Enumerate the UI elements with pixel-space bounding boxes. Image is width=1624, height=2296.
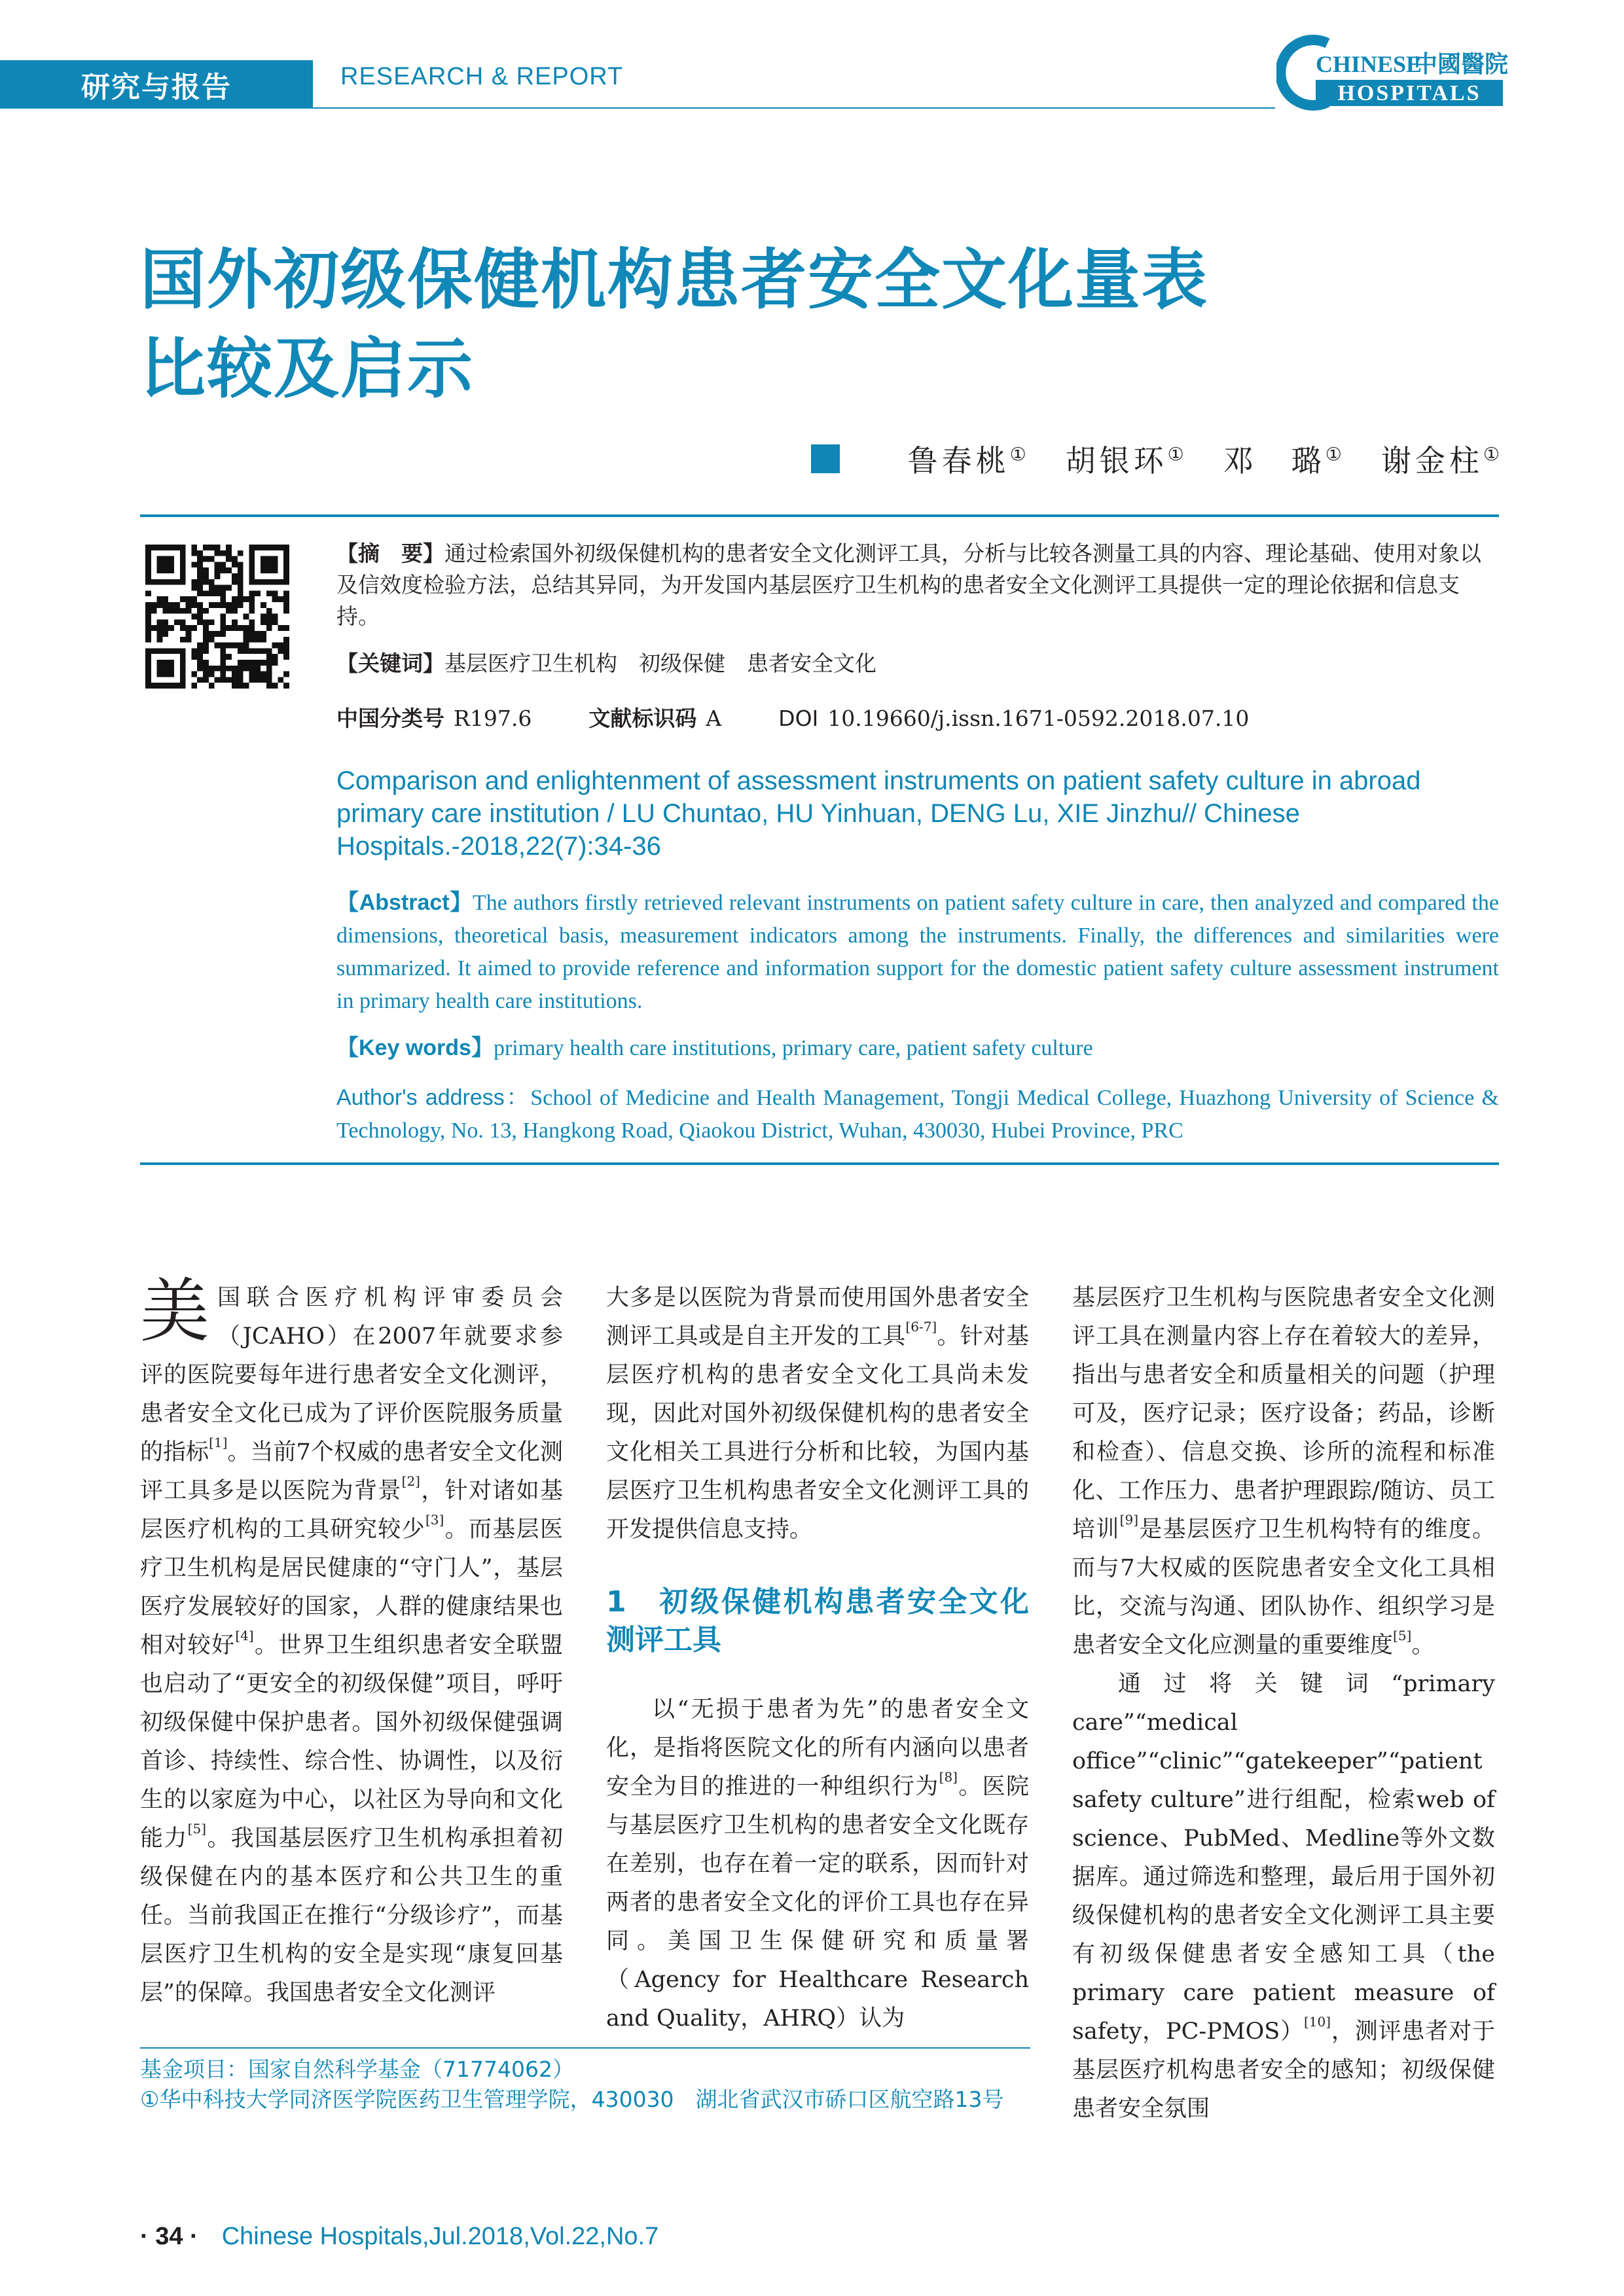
paragraph: 以“无损于患者为先”的患者安全文化，是指将医院文化的所有内涵向以患者安全为目的推进的一种组织行为[8]。医院与基层医疗卫生机构的患者安全文化既存在差别，也存在着一定的联系，因而针对两者的患者安全文化的评价工具也存在异同。美国卫生保健研究和质量署（Agency for Healthcare Research and Quality，AHRQ）认为 [606, 1696, 1029, 2032]
affiliation-note: ①华中科技大学同济医学院医药卫生管理学院，430030 湖北省武汉市硚口区航空路13号 [140, 2087, 1004, 2112]
keywords-en-label: 【Key words】 [336, 1035, 494, 1060]
qr-code-icon [145, 545, 289, 689]
doi-value: 10.19660/j.issn.1671-0592.2018.07.10 [827, 706, 1250, 731]
clc-value: R197.6 [454, 706, 532, 731]
section-en: RESEARCH & REPORT [340, 63, 624, 90]
paragraph: 通过将关键词“primary care”“medical office”“clinic”“gatekeeper”“patient safety culture”进行组配，检索web of science、PubMed、Medline等外文数据库。通过筛选和整理，最后用于国外初级保健机构的患者安全文化测评工具主要有初级保健患者安全感知工具（the primary care patient measure of safety，PC-PMOS）[10]，测评患者对于基层医疗机构患者安全的感知；初级保健患者安全氛围 [1072, 1671, 1495, 2122]
abstract-cn [336, 538, 1499, 632]
citation: [5] [187, 1821, 207, 1837]
author-list [811, 437, 1500, 480]
paragraph: 基层医疗卫生机构与医院患者安全文化测评工具在测量内容上存在着较大的差异，指出与患者安全和质量相关的问题（护理可及，医疗记录；医疗设备；药品，诊断和检查）、信息交换、诊所的流程和标准化、工作压力、患者护理跟踪/随访、员工培训[9]是基层医疗卫生机构特有的维度。而与7大权威的医院患者安全文化工具相比，交流与沟通、团队协作、组织学习是患者安全文化应测量的重要维度[5]。 [1072, 1285, 1495, 1659]
fund-note: 基金项目：国家自然科学基金（71774062） [140, 2056, 574, 2082]
address-text: ：School of Medicine and Health Management, Tongji Medical College, Huazhong University of Science & Technology, No. 13, Hangkong Road, Qiaokou District, Wuhan, 430030, Hubei Province, PRC [336, 1086, 1500, 1143]
author: 邓 璐① [1223, 443, 1342, 478]
citation: [1] [209, 1435, 228, 1450]
author: 胡银环① [1065, 443, 1184, 478]
keywords-cn [336, 648, 1499, 679]
article-title [140, 236, 1515, 414]
citation: [9] [1119, 1512, 1139, 1528]
logo-cn: 中國醫院 [1414, 51, 1509, 78]
section-heading: 1 初级保健机构患者安全文化测评工具 [606, 1585, 1029, 1657]
citation: [6-7] [905, 1319, 937, 1335]
drop-cap: 美 [140, 1271, 209, 1352]
citation: [5] [1393, 1628, 1412, 1643]
square-bullet-icon [811, 444, 840, 473]
footnote-rule [140, 2047, 1030, 2049]
page-footer [140, 2223, 659, 2251]
journal-logo [1276, 34, 1512, 111]
doi-label: DOI [778, 706, 819, 731]
logo-en: CHINESE [1316, 51, 1422, 77]
body-column-3 [1072, 1279, 1495, 2128]
keywords-cn-text: 基层医疗卫生机构 初级保健 患者安全文化 [444, 651, 876, 676]
title-line-1: 国外初级保健机构患者安全文化量表 [140, 242, 1208, 318]
abstract-cn-text: 通过检索国外初级保健机构的患者安全文化测评工具，分析与比较各测量工具的内容、理论基础、使用对象以及信效度检验方法，总结其异同，为开发国内基层医疗卫生机构的患者安全文化测评工具提供一定的理论依据和信息支持。 [336, 541, 1481, 629]
author-address [336, 1081, 1499, 1147]
abstract-en [336, 886, 1499, 1018]
abstract-en-text: The authors firstly retrieved relevant instruments on patient safety culture in care, then analyzed and compared the dimensions, theoretical basis, measurement indicators among the instruments. Finally, the differences and similarities were summarized. It aimed to provide reference and information support for the domestic patient safety culture assessment instrument in primary health care institutions. [336, 891, 1499, 1013]
english-title: Comparison and enlightenment of assessment instruments on patient safety culture in abroad primary care institution / LU Chuntao, HU Yinhuan, DENG Lu, XIE Jinzhu// Chinese Hospitals.-2018,22(7):34-36 [336, 766, 1421, 861]
citation: [3] [425, 1512, 444, 1528]
abstract-top-rule [140, 514, 1499, 517]
section-tab [0, 60, 313, 109]
abstract-bottom-rule [140, 1162, 1499, 1165]
journal-citation: Chinese Hospitals,Jul.2018,Vol.22,No.7 [221, 2223, 659, 2250]
keywords-en [336, 1031, 1499, 1065]
classification-line [336, 702, 1249, 732]
address-label: Author's address [336, 1085, 505, 1110]
citation: [2] [401, 1473, 420, 1489]
logo-sub: HOSPITALS [1337, 81, 1481, 105]
paragraph: 美国联合医疗机构评审委员会（JCAHO）在2007年就要求参评的医院要每年进行患者安全文化测评，患者安全文化已成为了评价医院服务质量的指标[1]。当前7个权威的患者安全文化测评工具多是以医院为背景[2]，针对诸如基层医疗机构的工具研究较少[3]。而基层医疗卫生机构是居民健康的“守门人”，基层医疗发展较好的国家，人群的健康结果也相对较好[4]。世界卫生组织患者安全联盟也启动了“更安全的初级保健”项目，呼吁初级保健中保护患者。国外初级保健强调首诊、持续性、综合性、协调性，以及衍生的以家庭为中心，以社区为导向和文化能力[5]。我国基层医疗卫生机构承担着初级保健在内的基本医疗和公共卫生的重任。当前我国正在推行“分级诊疗”，而基层医疗卫生机构的安全是实现“康复回基层”的保障。我国患者安全文化测评 [140, 1271, 563, 2006]
clc-label: 中国分类号 [336, 706, 444, 731]
doc-code-label: 文献标识码 [588, 706, 697, 731]
page-number: · 34 · [140, 2223, 198, 2250]
body-column-1 [140, 1271, 563, 2013]
keywords-cn-label: 【关键词】 [336, 651, 444, 676]
author: 谢金柱① [1380, 443, 1500, 478]
abstract-cn-label: 【摘 要】 [336, 541, 444, 566]
doc-code-value: A [706, 706, 722, 731]
keywords-en-text: primary health care institutions, primary care, patient safety culture [493, 1036, 1093, 1060]
abstract-en-label: 【Abstract】 [336, 890, 473, 915]
section-cn: 研究与报告 [81, 71, 232, 104]
citation: [10] [1303, 2014, 1331, 2030]
citation: [8] [939, 1769, 958, 1785]
title-line-2: 比较及启示 [140, 331, 474, 407]
author: 鲁春桃① [907, 443, 1026, 478]
body-column-2 [606, 1279, 1029, 2038]
citation: [4] [235, 1628, 254, 1643]
header-rule [313, 107, 1275, 109]
paragraph: 大多是以医院为背景而使用国外患者安全测评工具或是自主开发的工具[6-7]。针对基层医疗机构的患者安全文化工具尚未发现，因此对国外初级保健机构的患者安全文化相关工具进行分析和比较，为国内基层医疗卫生机构患者安全文化测评工具的开发提供信息支持。 [606, 1285, 1029, 1543]
